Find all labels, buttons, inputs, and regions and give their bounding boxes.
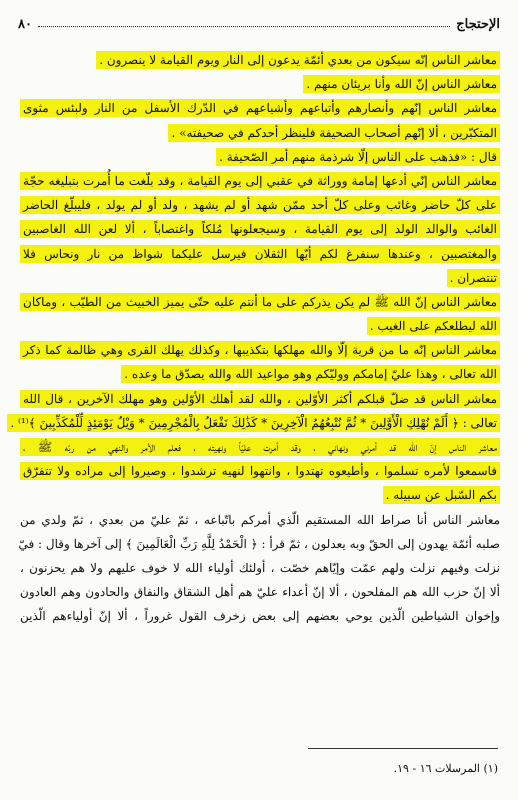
highlighted-text: معاشر الناس إنّه ما من قرية إلّا والله مهلكها بتكذيبها ، وكذلك يهلك القرى وهي ظالمة كما ذكر bbox=[20, 341, 500, 359]
page-number: ٨٠ bbox=[18, 17, 32, 32]
footnote-text: (١) المرسلات ١٦ - ١٩. bbox=[393, 762, 498, 775]
highlighted-text: المتكبّرين ، ألا إنّهم أصحاب الصحيفة فلينظر أحدكم في صحيفته» . bbox=[168, 124, 500, 142]
highlighted-text: على كلّ حاضر وغائب وعلى كلّ أحد ممّن شهد أو لم يشهد ، ولد أو لم يولد ، فليبلّغ الحاضر bbox=[20, 196, 500, 214]
highlighted-text: تعالى : ﴿ أَلَمْ نُهْلِكِ الْأَوَّلِينَ * ثُمَّ نُتْبِعُهُمُ الْآخِرِينَ * كَذَٰلِكَ نَفْعَلُ بِالْمُجْرِمِينَ * وَيْلٌ يَوْمَئِذٍ لِّلْمُكَذِّبِينَ ﴾⁽¹⁾ . bbox=[7, 414, 500, 432]
highlighted-text: معاشر الناس إنّه سيكون من بعدي أئمّة يدعون إلى النار ويوم القيامة لا ينصرون . bbox=[96, 51, 500, 69]
highlighted-text: تنتصران . bbox=[447, 269, 500, 287]
text-line bbox=[20, 242, 500, 266]
header-dotted-leader bbox=[38, 26, 450, 27]
line-text: ألا إنّ حزب الله هم المفلحون ، ألا إنّ أعداء عليّ هم أهل الشقاق والنفاق والحادون وهم العادون bbox=[20, 585, 501, 600]
text-line bbox=[20, 459, 500, 483]
highlighted-text: الله ليطلعكم على الغيب . bbox=[367, 317, 500, 335]
text-line bbox=[20, 580, 500, 604]
highlighted-text: بكم السّبل عن سبيله . bbox=[383, 486, 500, 504]
line-text: وإخوان الشياطين الّذين يوحي بعضهم إلى بعض زخرف القول غروراً ، ألا إنّ أولياءهم الّذين bbox=[20, 609, 500, 624]
text-line bbox=[20, 483, 500, 507]
highlighted-text: الغائب والوالد الولد إلى يوم القيامة ، وسيجعلونها مُلكاً واغتصاباً ، ألا لعن الله الغاصبين bbox=[20, 220, 500, 238]
footnote bbox=[20, 762, 498, 775]
text-line bbox=[20, 532, 500, 556]
page-header bbox=[18, 10, 500, 32]
text-line bbox=[20, 435, 500, 459]
text-line bbox=[10, 411, 500, 435]
text-line bbox=[20, 314, 500, 338]
text-line bbox=[20, 508, 500, 532]
highlighted-text: معاشر الناس إنّ الله قد أمرني ونهاني ، وقد أمرت عليّاً ونهيته ، فعلم الأمر والنهي من ربّه ﷺ ، bbox=[20, 438, 500, 456]
text-line bbox=[20, 121, 500, 145]
highlighted-text: معاشر الناس إنّهم وأنصارهم وأتباعهم وأشياعهم في الدّرك الأسفل من النار ولبئس مثوى bbox=[20, 99, 500, 117]
text-line bbox=[20, 338, 500, 362]
page-body-text bbox=[10, 48, 501, 629]
line-text: نزلت وفيهم نزلت ولهم عمّت وإيّاهم خصّت ، أولئك أولياء الله لا خوف عليهم ولا هم يحزنون ، bbox=[20, 560, 500, 575]
text-line bbox=[20, 72, 500, 96]
highlighted-text: فاسمعوا لأمره تسلموا ، وأطيعوه تهتدوا ، وانتهوا لنهيه ترشدوا ، وصيروا إلى مراده ولا تتفرّق bbox=[20, 462, 500, 480]
highlighted-text: معاشر الناس قد ضلّ قبلكم أكثر الأوّلين ، والله لقد أهلك الأوّلين وهو مهلك الآخرين ، قال الله bbox=[20, 390, 500, 408]
text-line bbox=[20, 145, 500, 169]
text-line bbox=[20, 169, 500, 193]
highlighted-text: والمغتصبين ، وعندها سنفرغ لكم أيّها الثقلان فيرسل عليكما شواظ من نار ونحاس فلا bbox=[20, 245, 500, 263]
text-line bbox=[20, 362, 500, 386]
text-line bbox=[20, 604, 500, 628]
text-line bbox=[20, 266, 500, 290]
text-line bbox=[20, 217, 500, 241]
highlighted-text: معاشر الناس إنّ الله ﷺ لم يكن يذركم على ما أنتم عليه حتّى يميز الخبيث من الطيّب ، وماكان bbox=[20, 293, 500, 311]
highlighted-text: معاشر الناس إنّي أدعها إمامة ووراثة في عقبي إلى يوم القيامة ، وقد بلّغت ما أُمرت بتبليغه حجّة bbox=[20, 172, 500, 190]
text-line bbox=[20, 290, 500, 314]
line-text: صلبه أئمّة يهدون إلى الحقّ وبه يعدلون ، ثمّ قرأ : ﴿ الْحَمْدُ لِلَّهِ رَبِّ الْعَالَمِينَ ﴾ إلى آخرها وقال : فيّ bbox=[18, 536, 500, 551]
text-line bbox=[20, 556, 500, 580]
highlighted-text: معاشر الناس إنّ الله وأنا بريئان منهم . bbox=[303, 75, 500, 93]
text-line bbox=[20, 48, 500, 72]
book-title: الإحتجاج bbox=[456, 17, 500, 32]
text-line bbox=[20, 193, 500, 217]
line-text: معاشر الناس أنا صراط الله المستقيم الّذي أمركم باتّباعه ، ثمّ عليّ من بعدي ، ثمّ ولدي من bbox=[20, 512, 500, 527]
highlighted-text: قال : «فذهب على الناس إلّا شرذمة منهم أمر الصّحيفة . bbox=[216, 148, 500, 166]
text-line bbox=[20, 96, 500, 120]
footnote-divider bbox=[308, 748, 498, 749]
highlighted-text: الله تعالى ، وهذا عليّ إمامكم ووليّكم وهو مواعيد الله والله يصدّق ما وعده . bbox=[121, 365, 500, 383]
text-line bbox=[20, 387, 500, 411]
